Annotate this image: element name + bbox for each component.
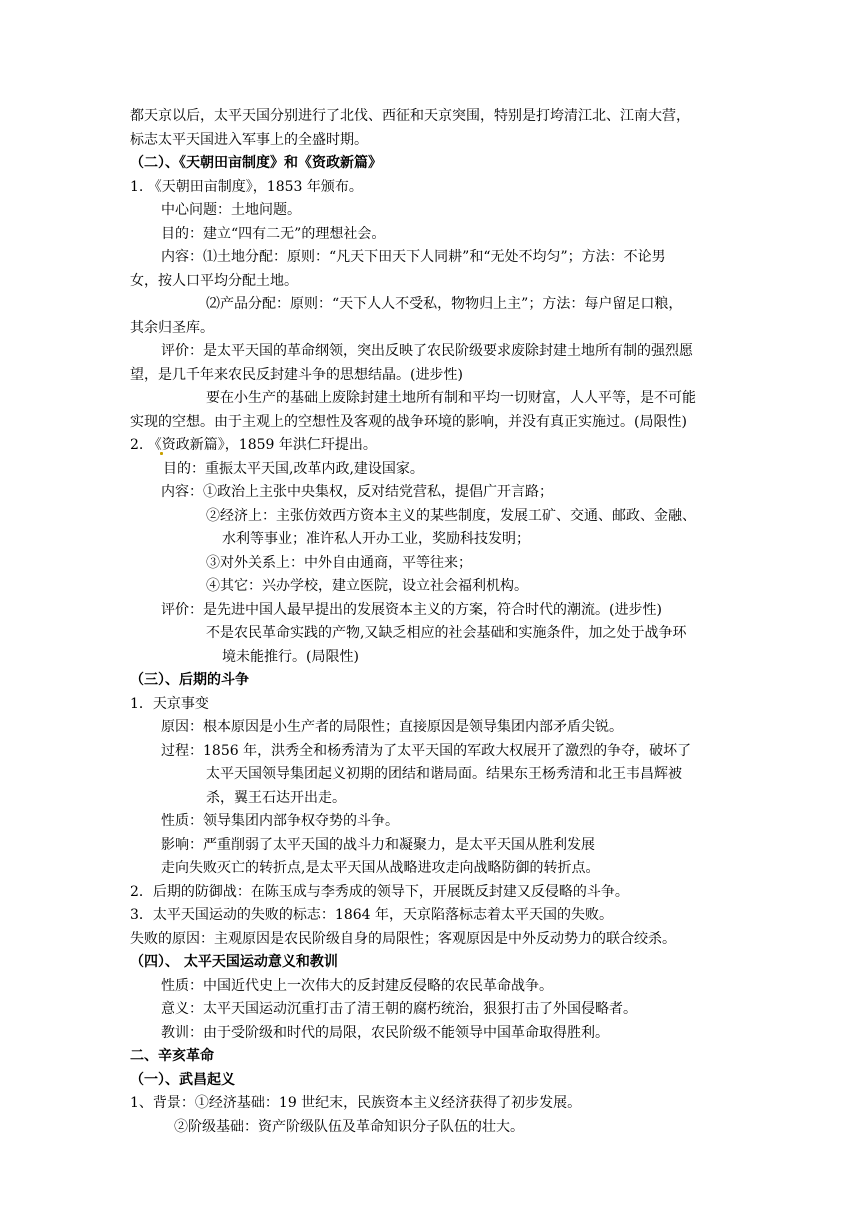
text-line: 失败的原因：主观原因是农民阶级自身的局限性；客观原因是中外反动势力的联合绞杀。 bbox=[130, 931, 676, 947]
text-line: 境未能推行。(局限性) bbox=[222, 649, 359, 665]
text-line: 2．后期的防御战：在陈玉成与李秀成的领导下，开展既反封建又反侵略的斗争。 bbox=[130, 884, 629, 900]
text-line: 1、背景：①经济基础：19 世纪末，民族资本主义经济获得了初步发展。 bbox=[130, 1095, 582, 1111]
text-line: 要在小生产的基础上废除封建土地所有制和平均一切财富，人人平等，是不可能 bbox=[206, 390, 696, 406]
text-line: 性质：领导集团内部争权夺势的斗争。 bbox=[161, 813, 399, 829]
text-line: 意义：太平天国运动沉重打击了清王朝的腐朽统治，狠狠打击了外国侵略者。 bbox=[161, 1001, 637, 1017]
text-line: ⑵产品分配：原则：“天下人人不受私，物物归上主”；方法：每户留足口粮， bbox=[206, 296, 683, 312]
text-line: ④其它：兴办学校，建立医院，设立社会福利机构。 bbox=[206, 578, 528, 594]
text-line: 不是农民革命实践的产物,又缺乏相应的社会基础和实施条件，加之处于战争环 bbox=[206, 625, 687, 641]
text-line: 3．太平天国运动的失败的标志：1864 年，天京陷落标志着太平天国的失败。 bbox=[130, 907, 613, 923]
text-line: 其余归圣库。 bbox=[130, 320, 214, 336]
text-line: 标志太平天国进入军事上的全盛时期。 bbox=[130, 132, 368, 148]
text-line: 过程：1856 年，洪秀全和杨秀清为了太平天国的军政大权展开了激烈的争夺，破坏了 bbox=[161, 743, 692, 759]
text-line: 都天京以后，太平天国分别进行了北伐、西征和天京突围，特别是打垮清江北、江南大营， bbox=[130, 108, 690, 124]
section-heading: （三）、后期的斗争 bbox=[130, 672, 249, 688]
text-line: 内容：⑴土地分配：原则：“凡天下田天下人同耕”和“无处不均匀”；方法：不论男 bbox=[161, 249, 666, 265]
text-line: ②经济上：主张仿效西方资本主义的某些制度，发展工矿、交通、邮政、金融、 bbox=[206, 508, 696, 524]
section-heading: 二、辛亥革命 bbox=[130, 1048, 214, 1064]
text-line: 中心问题：土地问题。 bbox=[161, 202, 301, 218]
text-line: 评价：是先进中国人最早提出的发展资本主义的方案，符合时代的潮流。(进步性) bbox=[161, 602, 662, 618]
text-line: 评价：是太平天国的革命纲领，突出反映了农民阶级要求废除封建土地所有制的强烈愿 bbox=[161, 343, 693, 359]
text-line: 实现的空想。由于主观上的空想性及客观的战争环境的影响，并没有真正实施过。(局限性) bbox=[130, 414, 687, 430]
text-line: 内容：①政治上主张中央集权，反对结党营私，提倡广开言路； bbox=[161, 484, 553, 500]
text-line: 性质：中国近代史上一次伟大的反封建反侵略的农民革命战争。 bbox=[161, 978, 553, 994]
text-line: 影响：严重削弱了太平天国的战斗力和凝聚力，是太平天国从胜利发展 bbox=[161, 837, 595, 853]
text-line: 原因：根本原因是小生产者的局限性；直接原因是领导集团内部矛盾尖锐。 bbox=[161, 719, 623, 735]
text-line: 走向失败灭亡的转折点,是太平天国从战略进攻走向战略防御的转折点。 bbox=[161, 860, 600, 876]
text-line: 望，是几千年来农民反封建斗争的思想结晶。(进步性) bbox=[130, 367, 463, 383]
text-line: 1. 《天朝田亩制度》，1853 年颁布。 bbox=[130, 179, 363, 195]
text-line: 2. 《资政新篇》，1859 年洪仁玕提出。 bbox=[130, 437, 377, 453]
text-line: 目的：建立“四有二无”的理想社会。 bbox=[161, 226, 386, 242]
text-line: 女，按人口平均分配土地。 bbox=[130, 273, 298, 289]
section-heading: （一）、武昌起义 bbox=[130, 1072, 235, 1088]
section-heading: （四）、 太平天国运动意义和教训 bbox=[130, 954, 338, 970]
text-line: 1．天京事变 bbox=[130, 696, 209, 712]
text-line: ②阶级基础：资产阶级队伍及革命知识分子队伍的壮大。 bbox=[174, 1119, 524, 1135]
text-line: 目的：重振太平天国,改革内政,建设国家。 bbox=[163, 461, 424, 477]
section-heading: （二）、《天朝田亩制度》和《资政新篇》 bbox=[130, 155, 382, 171]
text-line: 杀，翼王石达开出走。 bbox=[206, 790, 346, 806]
text-line: ③对外关系上：中外自由通商，平等往来； bbox=[206, 555, 472, 571]
text-line: 太平天国领导集团起义初期的团结和谐局面。结果东王杨秀清和北王韦昌辉被 bbox=[206, 766, 682, 782]
text-line: 教训：由于受阶级和时代的局限，农民阶级不能领导中国革命取得胜利。 bbox=[161, 1025, 609, 1041]
text-line: 水利等事业；准许私人开办工业，奖励科技发明； bbox=[222, 531, 530, 547]
